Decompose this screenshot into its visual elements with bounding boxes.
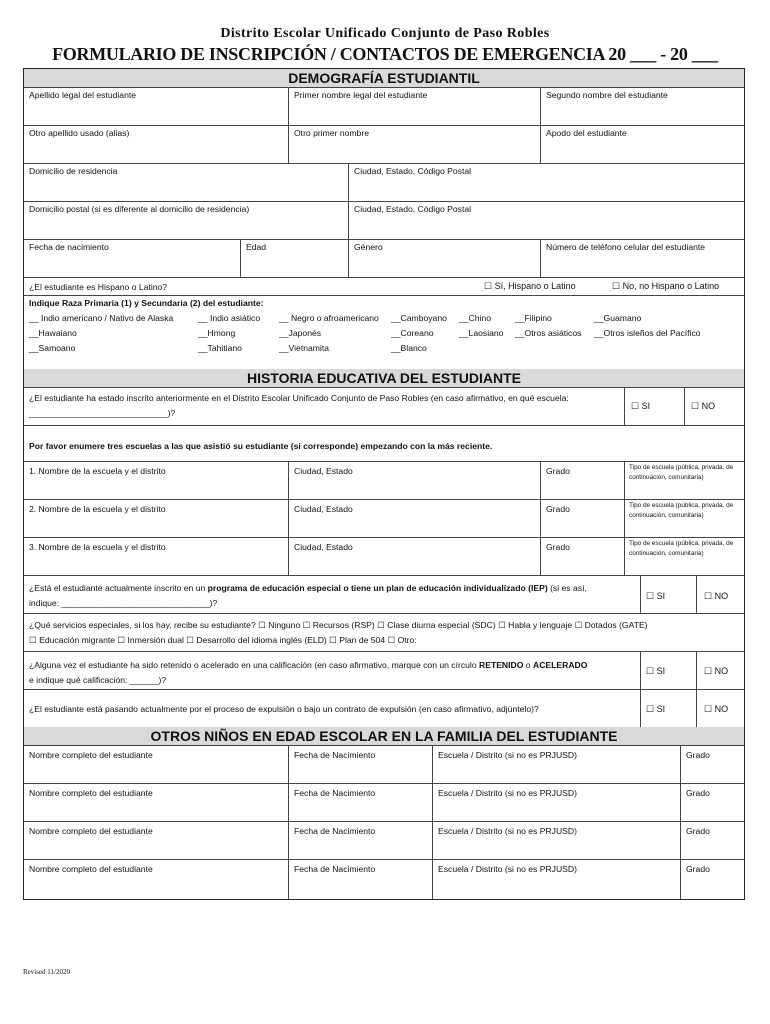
- retained-question-pre: ¿Alguna vez el estudiante ha sido retenido o acelerado en una calificación (en caso afirmativo, marque con un círculo: [29, 660, 480, 670]
- school-name-field[interactable]: 1. Nombre de la escuela y el distrito: [29, 466, 166, 476]
- school-grade-field[interactable]: Grado: [546, 542, 570, 552]
- gender-field[interactable]: Género: [354, 242, 383, 252]
- revised-date: Revised 11/2020: [23, 968, 70, 976]
- race-option[interactable]: __Japonés: [279, 328, 322, 338]
- race-option[interactable]: __ Indio asiático: [198, 313, 261, 323]
- prior-enrollment-no-checkbox[interactable]: ☐ NO: [691, 401, 716, 411]
- retained-no-checkbox[interactable]: ☐ NO: [704, 666, 729, 676]
- school-type-field[interactable]: Tipo de escuela (pública, privada, de continuación, comunitaria): [629, 464, 734, 481]
- race-option[interactable]: __ Indio americano / Nativo de Alaska: [29, 313, 174, 323]
- residence-city-field[interactable]: Ciudad, Estado, Código Postal: [354, 166, 472, 176]
- sibling-dob-field[interactable]: Fecha de Nacimiento: [294, 826, 376, 836]
- middle-name-field[interactable]: Segundo nombre del estudiante: [546, 90, 668, 100]
- mailing-city-field[interactable]: Ciudad, Estado, Código Postal: [354, 204, 472, 214]
- school-city-field[interactable]: Ciudad, Estado: [294, 542, 353, 552]
- section-demographics: DEMOGRAFÍA ESTUDIANTIL: [24, 69, 744, 88]
- age-field[interactable]: Edad: [246, 242, 267, 252]
- sibling-grade-field[interactable]: Grado: [686, 826, 710, 836]
- sibling-name-field[interactable]: Nombre completo del estudiante: [29, 864, 153, 874]
- expulsion-no-checkbox[interactable]: ☐ NO: [704, 704, 729, 714]
- iep-question-bold: programa de educación especial o tiene un plan de educación individualizado (IEP): [207, 583, 548, 593]
- form-table: [23, 68, 745, 900]
- alias-last-name-field[interactable]: Otro apellido usado (alias): [29, 128, 130, 138]
- school-city-field[interactable]: Ciudad, Estado: [294, 466, 353, 476]
- sibling-school-field[interactable]: Escuela / Distrito (si no es PRJUSD): [438, 864, 577, 874]
- form-title: FORMULARIO DE INSCRIPCIÓN / CONTACTOS DE EMERGENCIA 20 ___ - 20 ___: [52, 44, 718, 64]
- school-type-field[interactable]: Tipo de escuela (pública, privada, de continuación, comunitaria): [629, 540, 734, 557]
- race-option[interactable]: __Blanco: [391, 343, 427, 353]
- sibling-grade-field[interactable]: Grado: [686, 750, 710, 760]
- race-option[interactable]: __Laosiano: [459, 328, 504, 338]
- iep-question-post: (si es así,: [547, 583, 587, 593]
- special-services-options-2[interactable]: ☐ Educación migrante ☐ Inmersión dual ☐ Desarrollo del idioma inglés (ELD) ☐ Plan de 504 ☐ Otro:: [29, 635, 417, 645]
- sibling-school-field[interactable]: Escuela / Distrito (si no es PRJUSD): [438, 826, 577, 836]
- expulsion-yes-checkbox[interactable]: ☐ SI: [646, 704, 666, 714]
- school-grade-field[interactable]: Grado: [546, 504, 570, 514]
- sibling-grade-field[interactable]: Grado: [686, 788, 710, 798]
- race-option[interactable]: __Otros isleños del Pacífico: [594, 328, 701, 338]
- race-option[interactable]: __Hmong: [198, 328, 236, 338]
- sibling-grade-field[interactable]: Grado: [686, 864, 710, 874]
- other-first-name-field[interactable]: Otro primer nombre: [294, 128, 369, 138]
- legal-first-name-field[interactable]: Primer nombre legal del estudiante: [294, 90, 428, 100]
- expulsion-question: ¿El estudiante está pasando actualmente por el proceso de expulsión o bajo un contrato de expulsión (en caso afirmativo, adjúntelo)?: [29, 704, 539, 714]
- sibling-name-field[interactable]: Nombre completo del estudiante: [29, 750, 153, 760]
- nickname-field[interactable]: Apodo del estudiante: [546, 128, 627, 138]
- race-option[interactable]: __Coreano: [391, 328, 434, 338]
- iep-question-pre: ¿Está el estudiante actualmente inscrito en un: [29, 583, 208, 593]
- schools-instruction: Por favor enumere tres escuelas a las que asistió su estudiante (si corresponde) empezando con la más reciente.: [29, 441, 493, 451]
- dob-field[interactable]: Fecha de nacimiento: [29, 242, 109, 252]
- mailing-address-field[interactable]: Domicilio postal (si es diferente al domicilio de residencia): [29, 204, 250, 214]
- race-heading: Indique Raza Primaria (1) y Secundaria (2) del estudiante:: [29, 298, 264, 308]
- sibling-name-field[interactable]: Nombre completo del estudiante: [29, 826, 153, 836]
- sibling-dob-field[interactable]: Fecha de Nacimiento: [294, 750, 376, 760]
- race-option[interactable]: __Camboyano: [391, 313, 447, 323]
- school-name-field[interactable]: 3. Nombre de la escuela y el distrito: [29, 542, 166, 552]
- race-option[interactable]: __ Negro o afroamericano: [279, 313, 379, 323]
- residence-address-field[interactable]: Domicilio de residencia: [29, 166, 118, 176]
- iep-no-checkbox[interactable]: ☐ NO: [704, 591, 729, 601]
- prior-enrollment-question: ¿El estudiante ha estado inscrito anteriormente en el Distrito Escolar Unificado Conjunto de Paso Robles (en caso afirmativo, en qué escuela:: [29, 393, 569, 403]
- retained-grade-field[interactable]: e indique qué calificación: ______)?: [29, 675, 167, 685]
- race-option[interactable]: __Guamano: [594, 313, 642, 323]
- sibling-school-field[interactable]: Escuela / Distrito (si no es PRJUSD): [438, 750, 577, 760]
- sibling-school-field[interactable]: Escuela / Distrito (si no es PRJUSD): [438, 788, 577, 798]
- hispanic-no-checkbox[interactable]: ☐ No, no Hispano o Latino: [612, 281, 720, 291]
- race-option[interactable]: __Samoano: [29, 343, 76, 353]
- school-name-field[interactable]: 2. Nombre de la escuela y el distrito: [29, 504, 166, 514]
- retained-label: RETENIDO: [479, 660, 524, 670]
- legal-last-name-field[interactable]: Apellido legal del estudiante: [29, 90, 137, 100]
- school-type-field[interactable]: Tipo de escuela (pública, privada, de continuación, comunitaria): [629, 502, 734, 519]
- prior-enrollment-yes-checkbox[interactable]: ☐ SI: [631, 401, 651, 411]
- district-title: Distrito Escolar Unificado Conjunto de Paso Robles: [220, 26, 550, 41]
- school-grade-field[interactable]: Grado: [546, 466, 570, 476]
- iep-indicate-field[interactable]: indique: _______________________________)?: [29, 598, 218, 608]
- race-option[interactable]: __Tahitiano: [198, 343, 242, 353]
- section-education: HISTORIA EDUCATIVA DEL ESTUDIANTE: [24, 369, 744, 388]
- race-option[interactable]: __Vietnamita: [279, 343, 330, 353]
- race-option[interactable]: __Chino: [459, 313, 492, 323]
- sibling-dob-field[interactable]: Fecha de Nacimiento: [294, 788, 376, 798]
- school-city-field[interactable]: Ciudad, Estado: [294, 504, 353, 514]
- sibling-name-field[interactable]: Nombre completo del estudiante: [29, 788, 153, 798]
- special-services-options[interactable]: ¿Qué servicios especiales, si los hay, recibe su estudiante? ☐ Ninguno ☐ Recursos (RSP) ☐ Clase diurna especial (SDC) ☐ Habla y lenguaje ☐ Dotados (GATE): [29, 620, 648, 630]
- cell-phone-field[interactable]: Número de teléfono celular del estudiante: [546, 242, 706, 252]
- iep-question: [29, 583, 587, 593]
- retained-yes-checkbox[interactable]: ☐ SI: [646, 666, 666, 676]
- retained-question: [29, 660, 587, 670]
- race-option[interactable]: __Otros asiáticos: [515, 328, 582, 338]
- hispanic-yes-checkbox[interactable]: ☐ Sí, Hispano o Latino: [484, 281, 576, 291]
- prior-enrollment-school-field[interactable]: _____________________________)?: [29, 408, 176, 418]
- iep-yes-checkbox[interactable]: ☐ SI: [646, 591, 666, 601]
- section-siblings: OTROS NIÑOS EN EDAD ESCOLAR EN LA FAMILIA DEL ESTUDIANTE: [24, 727, 744, 746]
- retained-question-mid: o: [523, 660, 533, 670]
- race-option[interactable]: __Filipino: [515, 313, 552, 323]
- accelerated-label: ACELERADO: [532, 660, 588, 670]
- sibling-dob-field[interactable]: Fecha de Nacimiento: [294, 864, 376, 874]
- hispanic-question: ¿El estudiante es Hispano o Latino?: [29, 282, 168, 292]
- race-option[interactable]: __Hawaiano: [29, 328, 77, 338]
